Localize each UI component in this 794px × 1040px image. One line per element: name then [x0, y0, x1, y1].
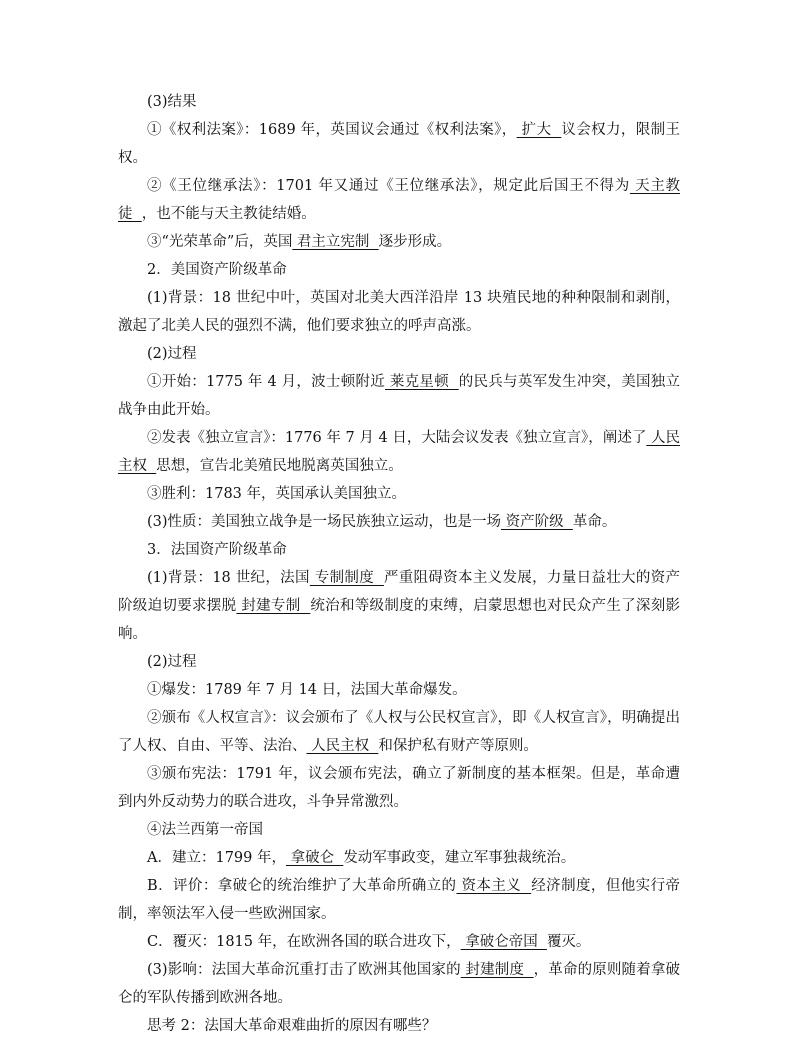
fill-blank-answer: 封建制度 [460, 962, 534, 978]
fr-outbreak: ①爆发：1789 年 7 月 14 日，法国大革命爆发。 [147, 682, 467, 698]
heading-result: (3)结果 [147, 94, 197, 110]
fill-blank-answer: 封建专制 [236, 598, 311, 614]
fill-blank-answer: 君主立宪制 [292, 234, 379, 250]
fill-blank-answer: 人民主权 [118, 430, 680, 474]
fr-process-heading: (2)过程 [147, 654, 197, 670]
fr-impact: (3)影响：法国大革命沉重打击了欧洲其他国家的 封建制度 ，革命的原则随着拿破仑的军队传播到欧洲各地。 [118, 962, 681, 1006]
fill-blank-answer: 人民主权 [306, 738, 379, 754]
fill-blank-answer: 资本主义 [456, 878, 532, 894]
fill-blank-answer: 拿破仑 [285, 850, 344, 866]
fill-blank-answer: 莱克星顿 [385, 374, 459, 390]
fr-declaration: ②颁布《人权宣言》：议会颁布了《人权与公民权宣言》，即《人权宣言》，明确提出了人权、自由、平等、法治、 人民主权 和保护私有财产等原则。 [118, 710, 680, 754]
us-declaration: ②发表《独立宣言》：1776 年 7 月 4 日，大陆会议发表《独立宣言》，阐述了 人民主权 思想，宣告北美殖民地脱离英国独立。 [118, 430, 680, 474]
us-process-heading: (2)过程 [147, 346, 197, 362]
section-american-revolution: 2．美国资产阶级革命 [147, 262, 287, 278]
item-bill-of-rights: ①《权利法案》：1689 年，英国议会通过《权利法案》， 扩大 议会权力，限制王权。 [118, 122, 681, 166]
fill-blank-answer: 天主教徒 [118, 178, 681, 222]
fill-blank-answer: 专制制度 [309, 570, 384, 586]
fr-empire-establish: A．建立：1799 年， 拿破仑 发动军事政变，建立军事独裁统治。 [147, 850, 576, 866]
fr-empire-fall: C．覆灭：1815 年，在欧洲各国的联合进攻下， 拿破仑帝国 覆灭。 [147, 934, 591, 950]
item-act-of-settlement: ②《王位继承法》：1701 年又通过《王位继承法》，规定此后国王不得为 天主教徒 ，也不能与天主教徒结婚。 [118, 178, 681, 222]
fill-blank-answer: 拿破仑帝国 [460, 934, 547, 950]
fr-background: (1)背景：18 世纪，法国 专制制度 严重阻碍资本主义发展，力量日益壮大的资产阶级迫切要求摆脱 封建专制 统治和等级制度的束缚，启蒙思想也对民众产生了深刻影响。 [118, 570, 681, 642]
fill-blank-answer: 资产阶级 [501, 514, 573, 530]
fr-first-empire-heading: ④法兰西第一帝国 [147, 822, 263, 838]
document-content [118, 88, 680, 1040]
us-background: (1)背景：18 世纪中叶，英国对北美大西洋沿岸 13 块殖民地的种种限制和剥削，激起了北美人民的强烈不满，他们要求独立的呼声高涨。 [118, 290, 680, 334]
fr-empire-evaluation: B．评价：拿破仑的统治维护了大革命所确立的 资本主义 经济制度，但他实行帝制，率领法军入侵一些欧洲国家。 [118, 878, 681, 922]
fr-constitution: ③颁布宪法：1791 年，议会颁布宪法，确立了新制度的基本框架。但是，革命遭到内外反动势力的联合进攻，斗争异常激烈。 [118, 766, 680, 810]
us-start: ①开始：1775 年 4 月，波士顿附近 莱克星顿 的民兵与英军发生冲突，美国独立战争由此开始。 [118, 374, 681, 418]
us-victory: ③胜利：1783 年，英国承认美国独立。 [147, 486, 407, 502]
us-nature: (3)性质：美国独立战争是一场民族独立运动，也是一场 资产阶级 革命。 [147, 514, 617, 530]
thinking-question: 思考 2：法国大革命艰难曲折的原因有哪些？ [147, 1018, 437, 1034]
fill-blank-answer: 扩大 [516, 122, 562, 138]
item-glorious-revolution: ③“光荣革命”后，英国 君主立宪制 逐步形成。 [147, 234, 452, 250]
section-french-revolution: 3．法国资产阶级革命 [147, 542, 287, 558]
